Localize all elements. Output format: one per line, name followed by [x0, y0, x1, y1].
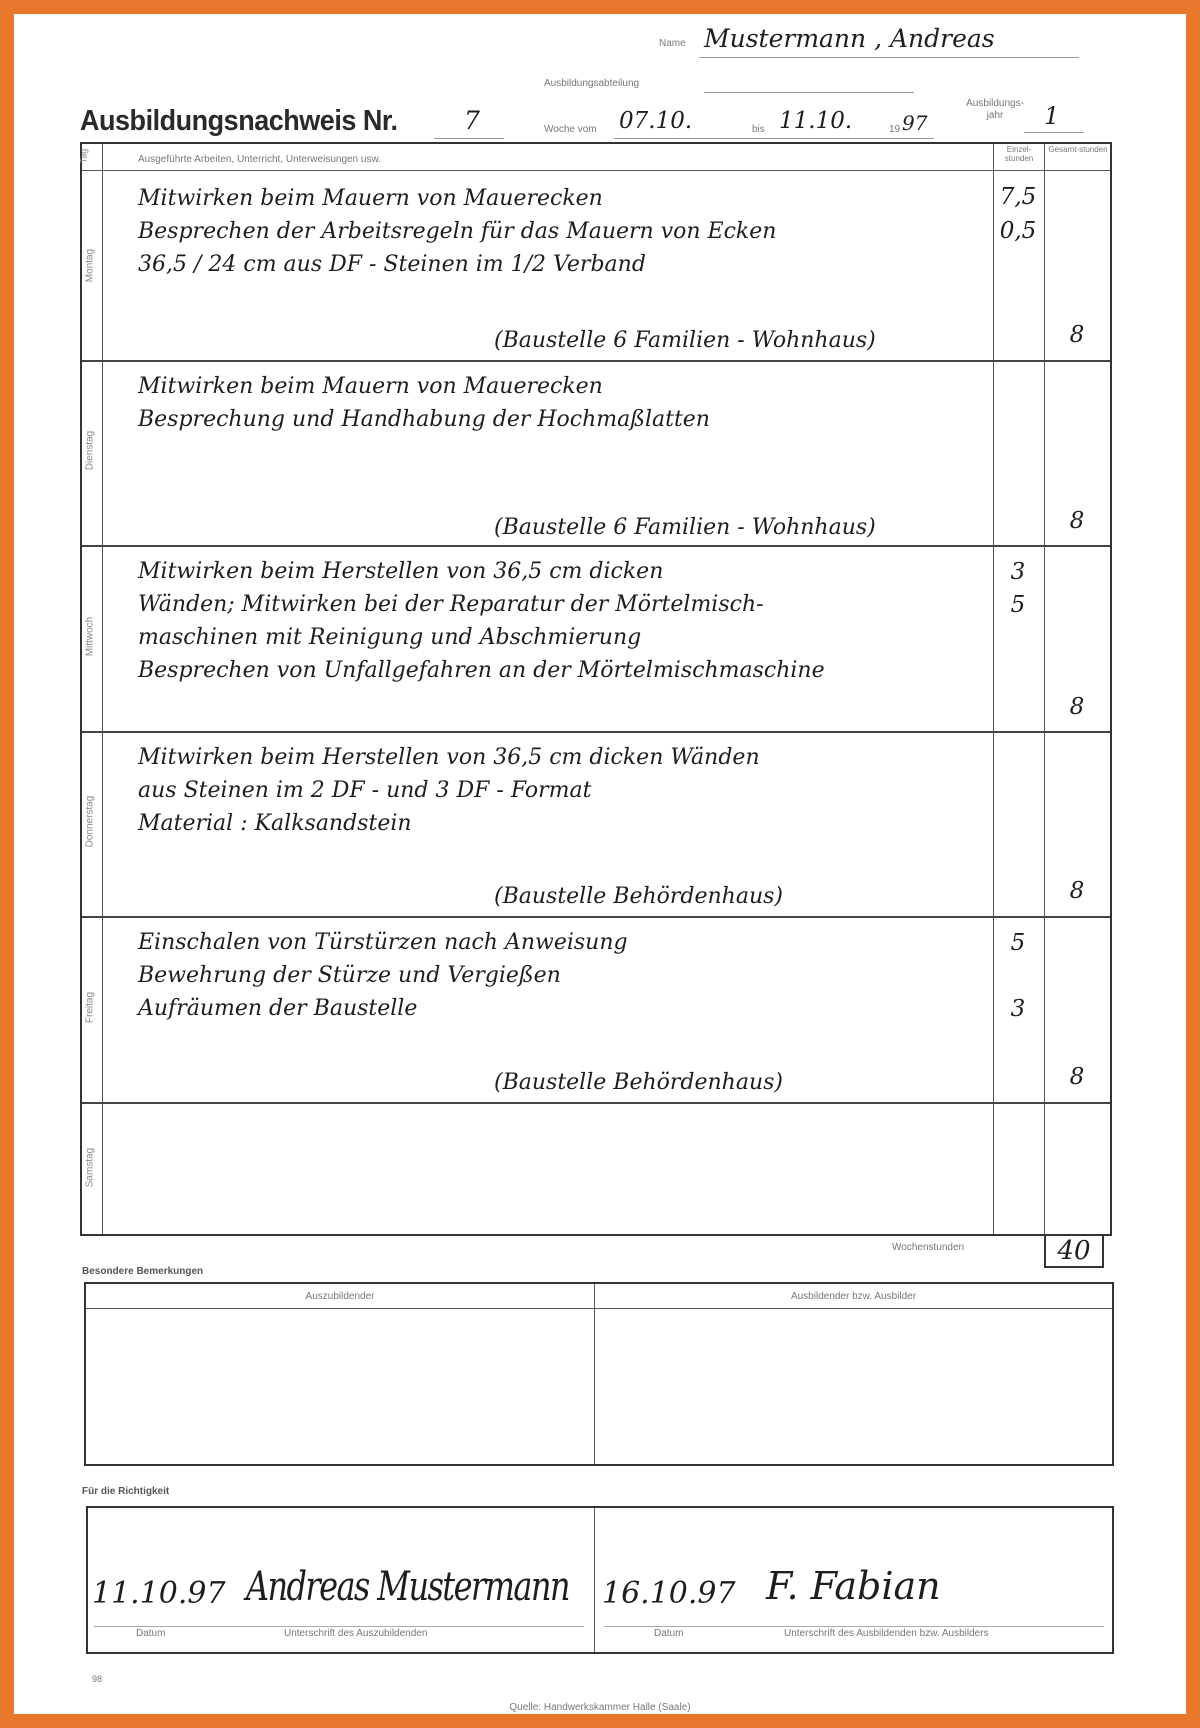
name-underline — [699, 57, 1079, 58]
sign1-label: Unterschrift des Auszubildenden — [284, 1628, 428, 1639]
entry-line: Einschalen von Türstürzen nach Anweisung — [138, 930, 628, 955]
training-year-underline — [1024, 132, 1084, 133]
week-underline — [614, 138, 934, 139]
single-hours: 3 — [1010, 996, 1026, 1022]
remarks-divider — [594, 1284, 595, 1464]
remarks-col-trainee: Auszubildender — [305, 1291, 375, 1302]
date-label: Datum — [136, 1628, 166, 1639]
source-note: Quelle: Handwerkskammer Halle (Saale) — [509, 1702, 691, 1713]
remarks-box — [84, 1282, 1114, 1466]
row-divider — [82, 545, 1110, 547]
remarks-col-trainer: Ausbildender bzw. Ausbilder — [790, 1291, 917, 1302]
date-trainee: 11.10.97 — [92, 1576, 226, 1611]
entry-line: Besprechen von Unfallgefahren an der Mörtelmischmaschine — [138, 658, 825, 683]
entry-line: Material : Kalksandstein — [138, 811, 412, 836]
single-hours: 5 — [1010, 592, 1026, 618]
single-hours: 5 — [1010, 930, 1026, 956]
total-hours: 8 — [1069, 322, 1085, 348]
remarks-title: Besondere Bemerkungen — [82, 1266, 204, 1277]
year-suffix: 97 — [902, 111, 928, 135]
entry-site: (Baustelle 6 Familien - Wohnhaus) — [494, 515, 876, 540]
entry-site: (Baustelle Behördenhaus) — [494, 884, 783, 909]
training-year-label: Ausbildungs-jahr — [966, 98, 1024, 121]
weekly-hours-label: Wochenstunden — [892, 1242, 965, 1253]
header-row-line — [82, 170, 1110, 171]
col-total-hours: Gesamt-stunden — [1048, 145, 1108, 154]
total-hours: 8 — [1069, 1064, 1085, 1090]
entry-line: Mitwirken beim Herstellen von 36,5 cm dicken — [138, 559, 664, 584]
remarks-header-line — [86, 1308, 1112, 1309]
correctness-title: Für die Richtigkeit — [82, 1486, 170, 1497]
entry-site: (Baustelle Behördenhaus) — [494, 1070, 783, 1095]
week-from: 07.10. — [619, 108, 693, 134]
total-hours: 8 — [1069, 878, 1085, 904]
entry-line: Aufräumen der Baustelle — [138, 996, 418, 1021]
row-divider — [82, 916, 1110, 918]
single-hours: 7,5 — [999, 184, 1037, 210]
year-prefix: 19 — [889, 124, 901, 135]
entry-line: aus Steinen im 2 DF - und 3 DF - Format — [138, 778, 592, 803]
row-divider — [82, 731, 1110, 733]
report-page — [14, 14, 1186, 1714]
day-label-thursday: Donnerstag — [84, 795, 96, 848]
week-to: 11.10. — [779, 108, 853, 134]
to-label: bis — [752, 124, 765, 135]
name-value: Mustermann , Andreas — [704, 24, 995, 53]
signature-line — [94, 1626, 584, 1627]
entry-line: Mitwirken beim Mauern von Mauerecken — [138, 186, 603, 211]
entry-line: Bewehrung der Stürze und Vergießen — [138, 963, 561, 988]
entry-line: Besprechen der Arbeitsregeln für das Mauern von Ecken — [138, 219, 777, 244]
number-underline — [434, 138, 504, 139]
day-label-tuesday: Dienstag — [84, 430, 96, 471]
col-day: Tag — [78, 148, 89, 164]
entry-line: Besprechung und Handhabung der Hochmaßlatten — [138, 407, 710, 432]
single-hours: 0,5 — [999, 218, 1037, 244]
report-number: 7 — [464, 106, 480, 135]
entry-line: Wänden; Mitwirken bei der Reparatur der Mörtelmisch- — [138, 592, 764, 617]
date-label: Datum — [654, 1628, 684, 1639]
entry-site: (Baustelle 6 Familien - Wohnhaus) — [494, 328, 876, 353]
signature-line — [604, 1626, 1104, 1627]
week-label: Woche vom — [544, 124, 597, 135]
department-label: Ausbildungsabteilung — [544, 78, 640, 89]
report-title: Ausbildungsnachweis Nr. — [80, 105, 398, 137]
total-hours-divider — [1044, 144, 1045, 1234]
training-year-value: 1 — [1044, 102, 1060, 130]
date-trainer: 16.10.97 — [602, 1576, 736, 1611]
entry-line: 36,5 / 24 cm aus DF - Steinen im 1/2 Verband — [138, 252, 646, 277]
signature-trainee: Andreas Mustermann — [246, 1564, 569, 1610]
col-activities: Ausgeführte Arbeiten, Unterricht, Unterweisungen usw. — [138, 154, 381, 165]
day-label-saturday: Samstag — [84, 1147, 96, 1188]
day-label-monday: Montag — [84, 248, 96, 283]
day-label-wednesday: Mittwoch — [84, 616, 96, 657]
entry-line: Mitwirken beim Herstellen von 36,5 cm dicken Wänden — [138, 745, 760, 770]
day-label-friday: Freitag — [84, 991, 96, 1024]
weekly-total: 40 — [1057, 1236, 1091, 1266]
col-single-hours: Einzel-stunden — [1004, 145, 1034, 163]
day-column-divider — [102, 144, 103, 1234]
entry-line: maschinen mit Reinigung und Abschmierung — [138, 625, 642, 650]
single-hours-divider — [993, 144, 994, 1234]
row-divider — [82, 360, 1110, 362]
name-label: Name — [659, 38, 686, 49]
row-divider — [82, 1102, 1110, 1104]
signature-trainer: F. Fabian — [766, 1564, 941, 1608]
single-hours: 3 — [1010, 559, 1026, 585]
total-hours: 8 — [1069, 694, 1085, 720]
total-hours: 8 — [1069, 508, 1085, 534]
entry-line: Mitwirken beim Mauern von Mauerecken — [138, 374, 603, 399]
department-underline — [704, 92, 914, 93]
signature-divider — [594, 1508, 595, 1652]
page-mark: 98 — [92, 1674, 103, 1684]
sign2-label: Unterschrift des Ausbildenden bzw. Ausbilders — [784, 1628, 989, 1639]
